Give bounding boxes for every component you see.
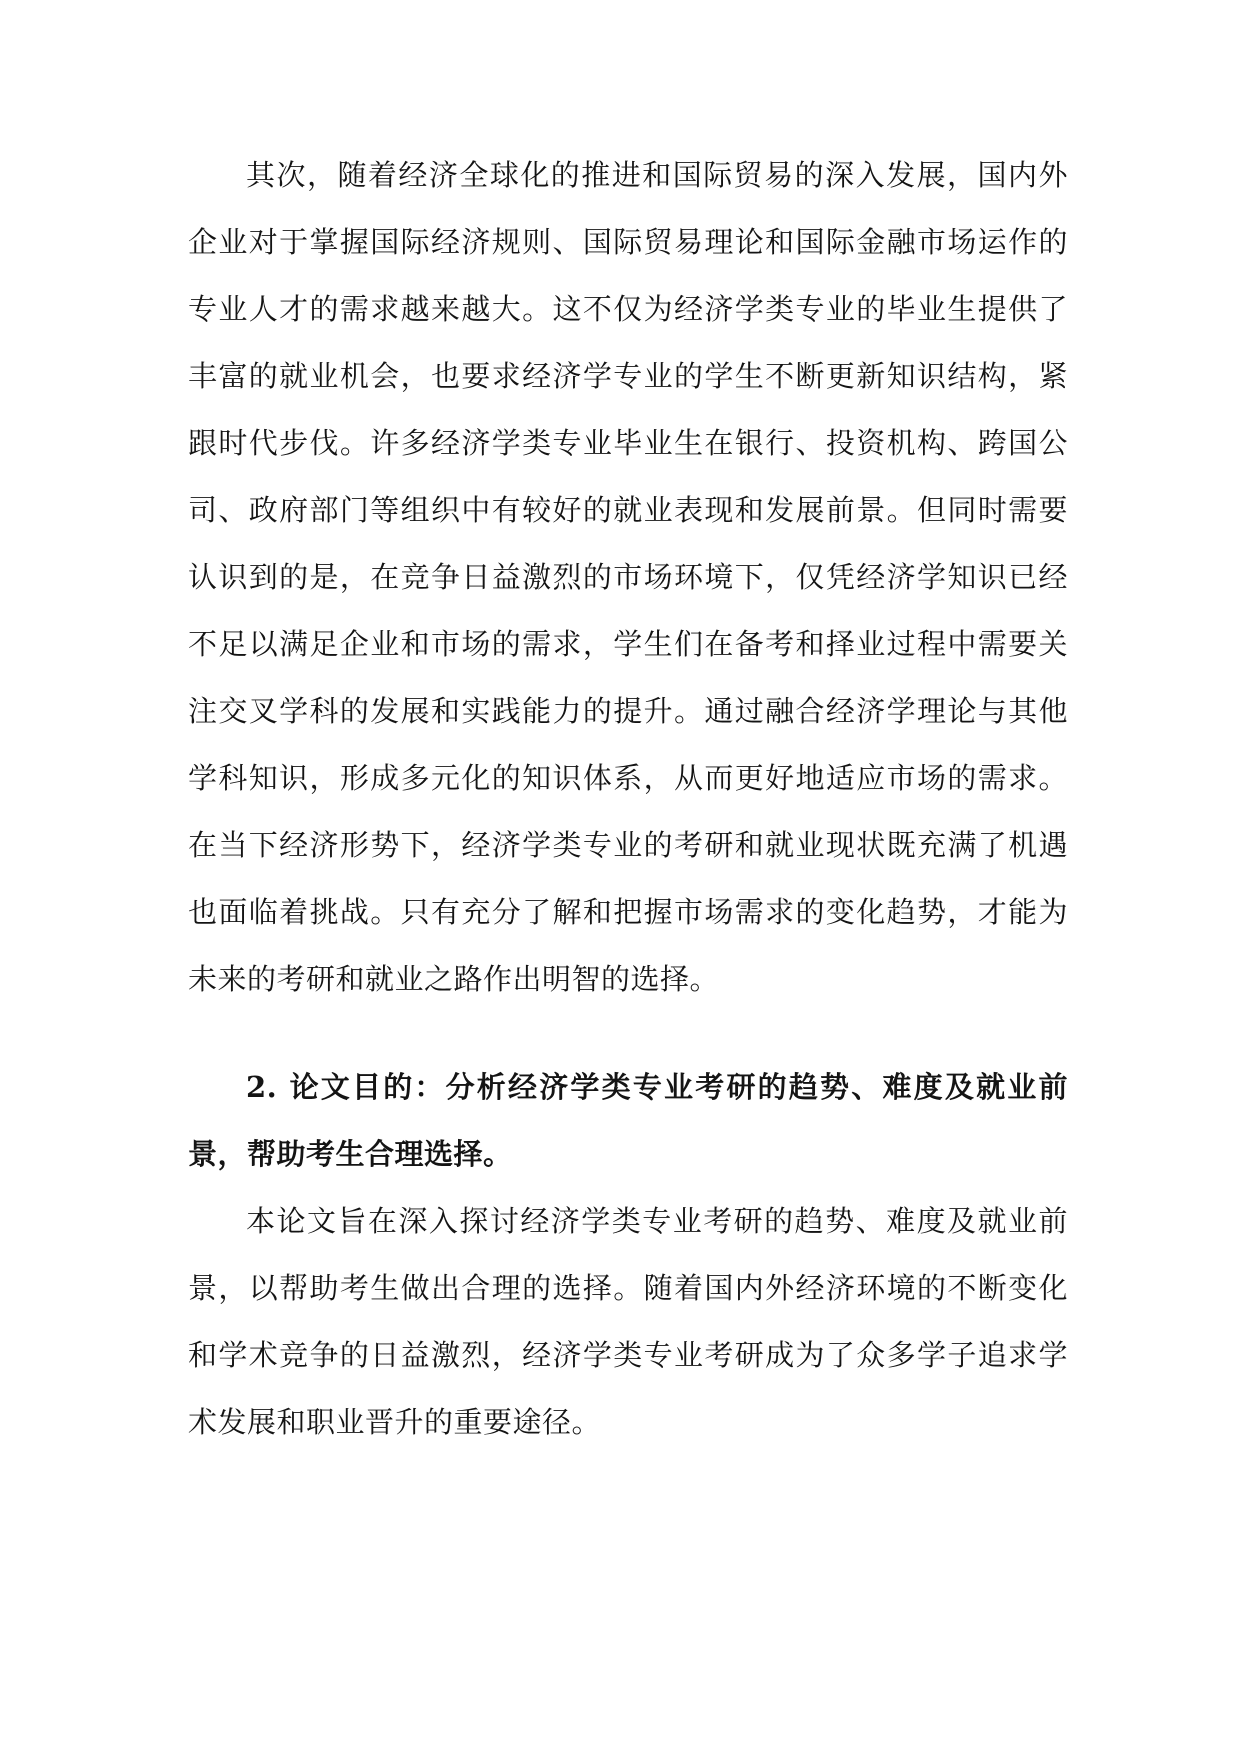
spacer [188,1013,1068,1054]
document-page [188,142,1068,1456]
body-paragraph: 其次，随着经济全球化的推进和国际贸易的深入发展，国内外企业对于掌握国际经济规则、国际贸易理论和国际金融市场运作的专业人才的需求越来越大。这不仅为经济学类专业的毕业生提供了丰富的就业机会，也要求经济学专业的学生不断更新知识结构，紧跟时代步伐。许多经济学类专业毕业生在银行、投资机构、跨国公司、政府部门等组织中有较好的就业表现和发展前景。但同时需要认识到的是，在竞争日益激烈的市场环境下，仅凭经济学知识已经不足以满足企业和市场的需求，学生们在备考和择业过程中需要关注交叉学科的发展和实践能力的提升。通过融合经济学理论与其他学科知识，形成多元化的知识体系，从而更好地适应市场的需求。在当下经济形势下，经济学类专业的考研和就业现状既充满了机遇也面临着挑战。只有充分了解和把握市场需求的变化趋势，才能为未来的考研和就业之路作出明智的选择。 [188,158,1068,996]
section-heading: 2. 论文目的：分析经济学类专业考研的趋势、难度及就业前景，帮助考生合理选择。 [188,1070,1068,1171]
body-paragraph: 本论文旨在深入探讨经济学类专业考研的趋势、难度及就业前景，以帮助考生做出合理的选择。随着国内外经济环境的不断变化和学术竞争的日益激烈，经济学类专业考研成为了众多学子追求学术发展和职业晋升的重要途径。 [188,1204,1068,1439]
